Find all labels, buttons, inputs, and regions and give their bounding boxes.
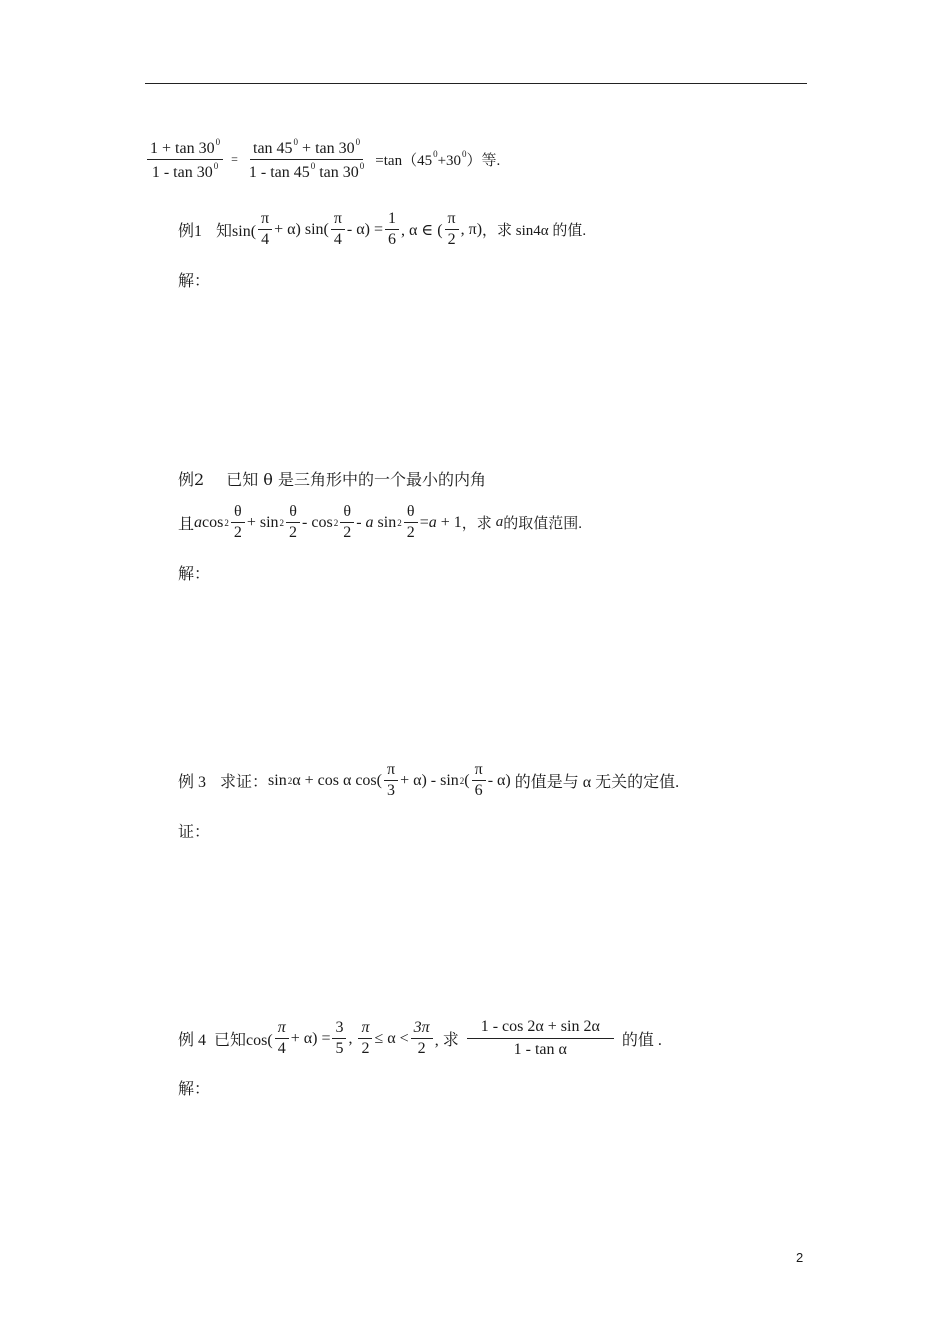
example-4-label: 例 4 [178, 1032, 207, 1050]
example-2-solution-label: 解： [178, 564, 211, 583]
example-3-claim: 的值是与 α 无关的定值. [514, 774, 680, 792]
header-rule [145, 83, 807, 84]
example-4-target-fraction: $\frac{1 - \cos 2\alpha + \sin 2\alpha}{\text{1 - tan α}}$ [467, 1018, 614, 1060]
fraction-tan30: $\frac{1 + \tan 30^0}{1 - \tan 30^0}$ [147, 137, 223, 183]
intro-tail: $=\tan(45^0+30^0)$等. [375, 149, 501, 170]
example-1: 例1 知sin( $\frac{\pi}{4}$ + α) sin( $\frac{\pi}{4}$ - α) = $\frac{1}{6}$ , α ∈ ( $\frac{\pi}{2}$ , π) ，求 sin4α 的值. [178, 210, 587, 249]
intro-identity: $\frac{1 + \tan 30^0}{1 - \tan 30^0}$ = $\frac{\tan 45^0 + \tan 30^0}{1 - \tan 45^0 \tan 30^0}$ $=\tan(45^0+30^0)$等. [145, 137, 500, 183]
example-2-equation: 且 a cos 2 $\frac{\theta}{2}$ + sin 2 $\frac{\theta}{2}$ - cos 2 $\frac{\theta}{2}$ - a sin 2 $\frac{\theta}{2}$ = a + 1 ，求 a 的取值范围. [178, 503, 583, 542]
example-2-label: 例2 [178, 470, 205, 489]
example-4-solution-label: 解： [178, 1079, 211, 1098]
example-1-question: ，求 sin4α 的值. [482, 223, 587, 240]
example-2-heading [178, 467, 486, 490]
example-4: 例 4 已知cos( $\frac{\pi}{4}$ + α) = $\frac{3}{5}$ , $\frac{\pi}{2}$ ≤ α < $\frac{3\pi}{2}$ , 求 $\frac{1 - \cos 2\alpha + \sin 2\alpha}{\text{1 - tan α}}$ 的值 . [178, 1018, 662, 1059]
example-3-label: 例 3 [178, 774, 207, 792]
fraction-tan45-30: $\frac{\tan 45^0 + \tan 30^0}{1 - \tan 45^0 \tan 30^0}$ [248, 137, 365, 182]
page-number: 2 [796, 1250, 804, 1265]
example-1-label: 例1 [178, 223, 203, 241]
example-1-solution-label: 解： [178, 271, 211, 290]
example-2-condition: 已知 θ 是三角形中的一个最小的内角 [226, 470, 486, 489]
example-3: 例 3 求证： sin 2 α + cos α cos( $\frac{\pi}{3}$ + α) - sin 2 ( $\frac{\pi}{6}$ - α) 的值是与 α 无关的定值. [178, 761, 680, 800]
example-3-proof-label: 证： [178, 822, 211, 841]
